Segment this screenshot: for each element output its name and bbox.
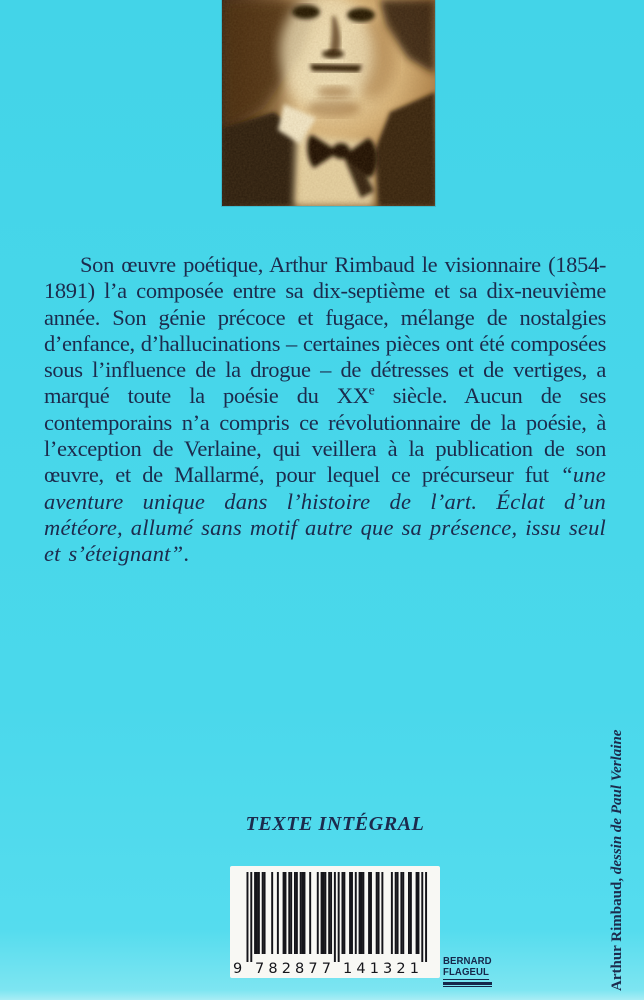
isbn-first-digit: 9 [233, 961, 243, 977]
ordinal-superscript: e [368, 383, 375, 399]
logo-rule-thin [443, 986, 492, 987]
publisher-name-line1: BERNARD [443, 956, 492, 967]
photo-credit-vertical [609, 699, 626, 991]
edition-note: TEXTE INTÉGRAL [245, 813, 425, 835]
blurb-paragraph [44, 252, 606, 568]
barcode [230, 866, 440, 978]
isbn-group2: 141321 [343, 961, 419, 977]
mallarme-quote: “une aventure unique dans l’histoire de l’art. Éclat d’un météore, allumé sans motif autre que sa présence, issu seul et s’éteignant” [44, 462, 606, 567]
photo-credit-subject: Arthur Rimbaud, [609, 877, 625, 991]
blurb-text-roman: Son œuvre poétique, Arthur Rimbaud le visionnaire (1854-1891) l’a composée entre sa dix-septième et sa dix-neuvième année. Son génie précoce et fugace, mélange de nostalgies d’enfance, d’hallucinations – certaines pièces ont été composées sous l’influence de la drogue – de détresses et de vertiges, a marqué toute la poésie du XX [44, 252, 606, 409]
publisher-logo [443, 957, 495, 987]
barcode-svg [230, 866, 440, 978]
isbn-group1: 782877 [255, 961, 331, 977]
logo-rule-thick [443, 982, 492, 985]
blurb-final-period: . [183, 541, 189, 567]
blurb-text-roman-2: siècle. Aucun de ses contemporains n’a compris ce révolutionnaire de la poésie, à l’exception de Verlaine, qui veillera à la publication de son œuvre, et de Mallarmé, pour lequel ce précurseur fut [44, 383, 606, 488]
barcode-bars [247, 872, 428, 962]
publisher-name-line2: FLAGEUL [443, 966, 490, 978]
photo-credit-artist: dessin de Paul Verlaine [609, 729, 625, 878]
rimbaud-photo-illustration [222, 0, 435, 206]
rimbaud-portrait-photo [222, 0, 435, 206]
